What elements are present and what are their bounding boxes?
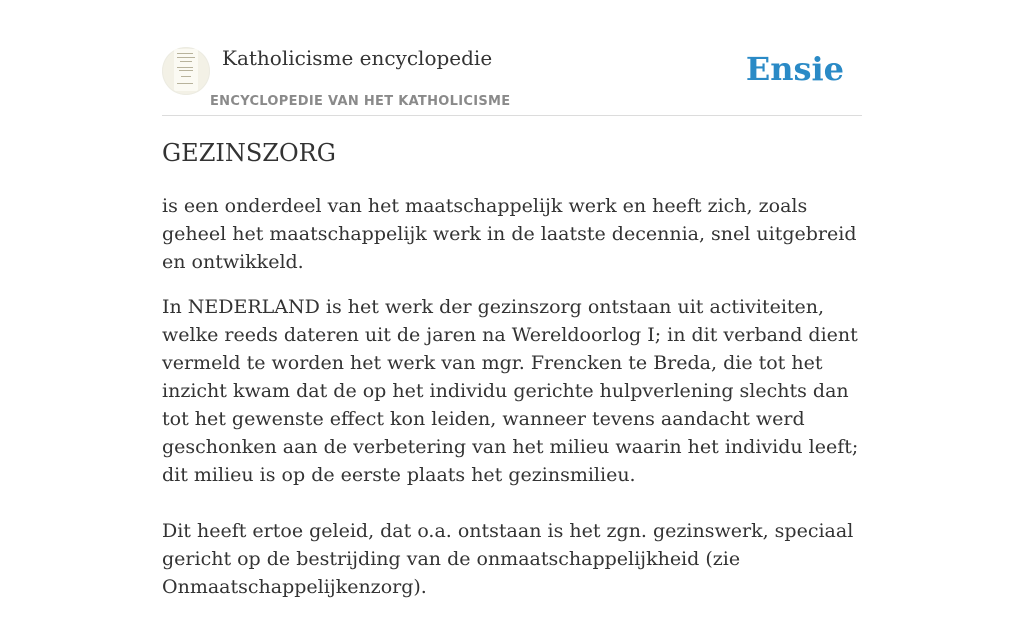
site-logo[interactable] [162,47,210,95]
entry-paragraph: is een onderdeel van het maatschappelijk werk en heeft zich, zoals geheel het maatschappelijk werk in de laatste decennia, snel uitgebreid en ontwikkeld. [162,195,857,273]
entry-paragraph: In NEDERLAND is het werk der gezinszorg ontstaan uit activiteiten, welke reeds dateren uit de jaren na Wereldoorlog I; in dit verband dient vermeld te worden het werk van mgr. Frencken te Breda, die tot het inzicht kwam dat de op het individu gerichte hulpverlening slechts dan tot het gewenste effect kon leiden, wanneer tevens aandacht werd geschonken aan de verbetering van het milieu waarin het individu leeft; dit milieu is op de eerste plaats het gezinsmilieu. [162,296,859,486]
brand-logo-link[interactable]: Ensie [745,50,844,88]
entry-paragraph: Dit heeft ertoe geleid, dat o.a. ontstaan is het zgn. gezinswerk, speciaal gericht op de bestrijding van de onmaatschappelijkheid (zie Onmaatschappelijkenzorg). [162,520,854,598]
entry-title: GEZINSZORG [162,139,336,167]
site-subtitle: ENCYCLOPEDIE VAN HET KATHOLICISME [210,94,511,109]
header-divider [162,115,862,116]
site-title[interactable]: Katholicisme encyclopedie [222,46,493,70]
entry-body [162,192,862,618]
